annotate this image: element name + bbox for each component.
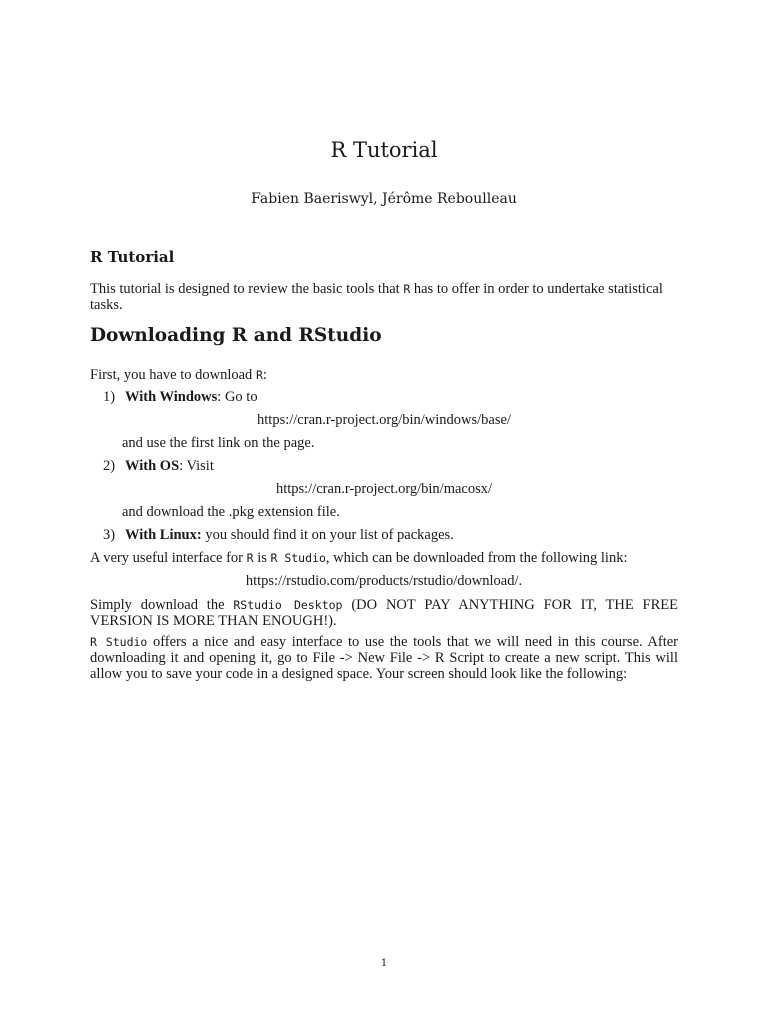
section-heading-r-tutorial: R Tutorial	[90, 248, 175, 266]
list-item-os: 2) With OS: Visit	[103, 458, 214, 474]
rstudio-download-link[interactable]: https://rstudio.com/products/rstudio/download/.	[245, 573, 523, 589]
list-item-windows: 1) With Windows: Go to	[103, 389, 258, 405]
page-number: 1	[380, 958, 388, 969]
document-title: R Tutorial	[330, 138, 438, 162]
intro-paragraph: This tutorial is designed to review the basic tools that R has to offer in order to undertake statistical tasks.	[90, 281, 663, 313]
macos-download-link[interactable]: https://cran.r-project.org/bin/macosx/	[275, 481, 493, 497]
download-lead: First, you have to download R:	[90, 367, 267, 383]
section-heading-downloading: Downloading R and RStudio	[90, 325, 382, 346]
simply-download-paragraph: Simply download the RStudio Desktop (DO NOT PAY ANYTHING FOR IT, THE FREE VERSION IS MORE THAN ENOUGH!).	[90, 597, 678, 629]
rstudio-paragraph: R Studio offers a nice and easy interface to use the tools that we will need in this course. After downloading it and opening it, go to File -> New File -> R Script to create a new script. This will allow you to save your code in a designed space. Your screen should look like the following:	[90, 634, 679, 682]
document-authors: Fabien Baeriswyl, Jérôme Reboulleau	[251, 191, 517, 207]
windows-instruction: and use the first link on the page.	[122, 435, 315, 451]
macos-instruction: and download the .pkg extension file.	[122, 504, 340, 520]
list-item-linux: 3) With Linux: you should find it on your list of packages.	[103, 527, 454, 543]
windows-download-link[interactable]: https://cran.r-project.org/bin/windows/base/	[257, 412, 511, 428]
interface-paragraph: A very useful interface for R is R Studio, which can be downloaded from the following link:	[90, 550, 628, 566]
